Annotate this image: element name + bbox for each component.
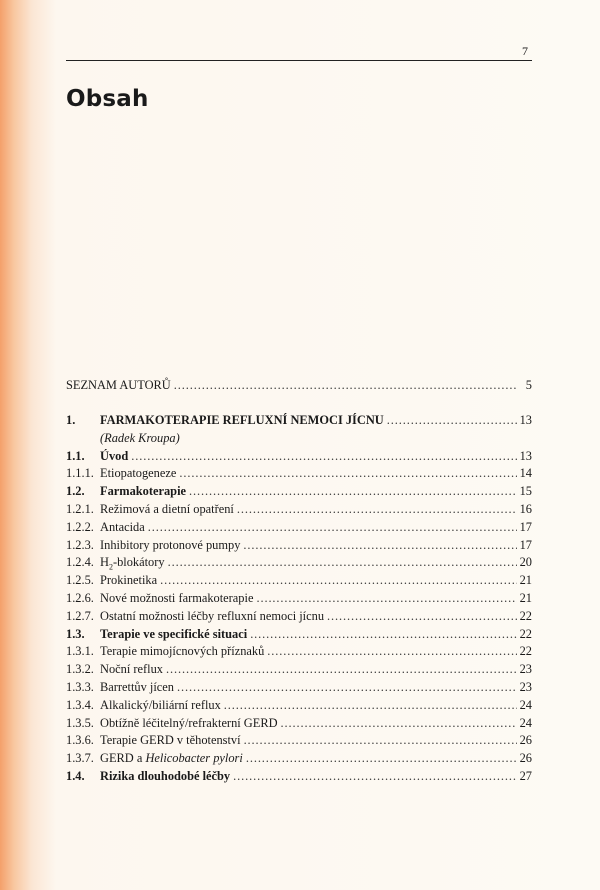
toc-row[interactable] xyxy=(66,590,532,608)
dot-leader xyxy=(244,732,517,750)
toc-entry-title: Terapie mimojícnových příznaků xyxy=(100,644,265,659)
toc-entry-page: 13 xyxy=(519,448,532,463)
toc-entry-title: Nové možnosti farmakoterapie xyxy=(100,590,254,605)
dot-leader xyxy=(131,448,516,466)
toc-entry-number: 1.2.1. xyxy=(66,501,94,516)
toc-entry-title xyxy=(100,750,243,768)
dot-leader xyxy=(256,590,516,608)
toc-entry-page: 16 xyxy=(519,501,532,516)
toc-row[interactable] xyxy=(66,626,532,644)
toc-entry-page: 15 xyxy=(519,484,532,499)
toc-entry-number: 1.2.7. xyxy=(66,608,94,623)
toc-entry-page: 23 xyxy=(519,662,532,677)
toc-entry-title: Alkalický/biliární reflux xyxy=(100,697,221,712)
toc-entry-number: 1.3.6. xyxy=(66,733,94,748)
toc-entry-title-part: H xyxy=(100,555,109,570)
toc-entry-page: 13 xyxy=(519,413,532,427)
toc-row[interactable] xyxy=(66,519,532,537)
dot-leader xyxy=(148,519,517,537)
toc-entry-title: Inhibitory protonové pumpy xyxy=(100,537,241,552)
toc-entry-title: Prokinetika xyxy=(100,573,158,588)
toc-entry-list xyxy=(66,448,532,786)
toc-entry-title: Noční reflux xyxy=(100,662,163,677)
toc-row[interactable] xyxy=(66,537,532,555)
toc-entry-title: Terapie GERD v těhotenství xyxy=(100,733,241,748)
toc-row-authors[interactable] xyxy=(66,377,532,395)
toc-entry-title: Etiopatogeneze xyxy=(100,466,177,481)
toc-row[interactable] xyxy=(66,697,532,715)
toc-row[interactable] xyxy=(66,483,532,501)
toc-entry-title: Ostatní možnosti léčby refluxní nemoci jícnu xyxy=(100,608,325,623)
toc-entry-title: Režimová a dietní opatření xyxy=(100,501,234,516)
toc-entry-page: 26 xyxy=(519,733,532,748)
toc-row[interactable] xyxy=(66,572,532,590)
toc-entry-number: 1.3.4. xyxy=(66,697,94,712)
toc-entry-page: 24 xyxy=(519,715,532,730)
toc-entry-title: Rizika dlouhodobé léčby xyxy=(100,768,231,783)
page-number: 7 xyxy=(522,44,528,58)
chapter-author: (Radek Kroupa) xyxy=(100,430,180,445)
toc-entry-number: 1.3.7. xyxy=(66,751,94,766)
toc-entry-page: 22 xyxy=(519,608,532,623)
toc-entry-number: 1.2.3. xyxy=(66,537,94,552)
toc-entry-title-italic: Helicobacter pylori xyxy=(145,751,243,766)
dot-leader xyxy=(233,768,516,786)
toc-entry-title-part: -blokátory xyxy=(112,555,165,570)
dot-leader xyxy=(246,750,517,768)
toc-entry-number: 1.3. xyxy=(66,626,85,641)
toc-row[interactable] xyxy=(66,501,532,519)
chapter-author-row xyxy=(66,430,532,448)
toc-entry-number: 1.2.2. xyxy=(66,519,94,534)
dot-leader xyxy=(174,377,517,395)
dot-leader xyxy=(327,608,517,626)
toc-entry-number: 1.3.3. xyxy=(66,679,94,694)
toc-authors-section xyxy=(66,377,532,395)
toc-entry-page: 21 xyxy=(519,573,532,588)
toc-entry-page: 23 xyxy=(519,679,532,694)
toc-entry-page: 24 xyxy=(519,697,532,712)
dot-leader xyxy=(160,572,516,590)
toc-row[interactable] xyxy=(66,768,532,786)
toc-entry-page: 22 xyxy=(519,626,532,641)
toc-row[interactable] xyxy=(66,554,532,572)
dot-leader xyxy=(168,554,517,572)
toc-row[interactable] xyxy=(66,608,532,626)
toc-entry-title-subscript: 2 xyxy=(108,562,113,572)
toc-row-chapter[interactable] xyxy=(66,412,532,430)
dot-leader xyxy=(237,501,517,519)
dot-leader xyxy=(177,679,517,697)
toc-entry-page: 5 xyxy=(525,378,532,392)
toc-entry-number: 1.2.6. xyxy=(66,590,94,605)
toc-entry-number: 1.2. xyxy=(66,484,85,499)
toc-entry-page: 14 xyxy=(519,466,532,481)
toc-entry-title: Antacida xyxy=(100,519,145,534)
dot-leader xyxy=(166,661,517,679)
dot-leader xyxy=(281,715,517,733)
toc-row[interactable] xyxy=(66,643,532,661)
dot-leader xyxy=(224,697,517,715)
toc-entry-page: 17 xyxy=(519,519,532,534)
toc-row[interactable] xyxy=(66,465,532,483)
toc-entry-title: SEZNAM AUTORŮ xyxy=(66,378,171,392)
toc-entry-page: 27 xyxy=(519,768,532,783)
dot-leader xyxy=(189,483,517,501)
toc-entry-number: 1.3.5. xyxy=(66,715,94,730)
toc-entry-page: 21 xyxy=(519,590,532,605)
toc-entry-title-part: GERD a xyxy=(100,751,146,766)
toc-entry-title: Barrettův jícen xyxy=(100,679,174,694)
header-rule xyxy=(66,60,532,61)
dot-leader xyxy=(250,626,516,644)
toc-entry-title: Farmakoterapie xyxy=(100,484,187,499)
dot-leader xyxy=(387,412,517,430)
toc-entry-title: Obtížně léčitelný/refrakterní GERD xyxy=(100,715,278,730)
toc-entry-number: 1.2.4. xyxy=(66,555,94,570)
toc-entry-title: FARMAKOTERAPIE REFLUXNÍ NEMOCI JÍCNU xyxy=(100,413,384,427)
page-title: Obsah xyxy=(66,86,149,112)
toc-row[interactable] xyxy=(66,661,532,679)
toc-entry-number: 1.1.1. xyxy=(66,466,94,481)
toc-entry-number: 1.3.2. xyxy=(66,662,94,677)
toc-entry-number: 1.3.1. xyxy=(66,644,94,659)
toc-entry-page: 17 xyxy=(519,537,532,552)
toc-entry-page: 20 xyxy=(519,555,532,570)
dot-leader xyxy=(267,643,516,661)
dot-leader xyxy=(243,537,516,555)
toc-entry-page: 26 xyxy=(519,751,532,766)
toc-row[interactable] xyxy=(66,679,532,697)
toc-entry-number: 1.2.5. xyxy=(66,573,94,588)
toc-row[interactable] xyxy=(66,750,532,768)
toc-entry-page: 22 xyxy=(519,644,532,659)
toc-entry-title: Úvod xyxy=(100,448,129,463)
toc-chapter-section xyxy=(66,412,532,786)
toc-entry-number: 1. xyxy=(66,413,76,427)
toc-entry-number: 1.4. xyxy=(66,768,85,783)
toc-row[interactable] xyxy=(66,715,532,733)
toc-entry-title: Terapie ve specifické situaci xyxy=(100,626,248,641)
toc-entry-number: 1.1. xyxy=(66,448,85,463)
dot-leader xyxy=(179,465,516,483)
toc-row[interactable] xyxy=(66,448,532,466)
toc-row[interactable] xyxy=(66,732,532,750)
